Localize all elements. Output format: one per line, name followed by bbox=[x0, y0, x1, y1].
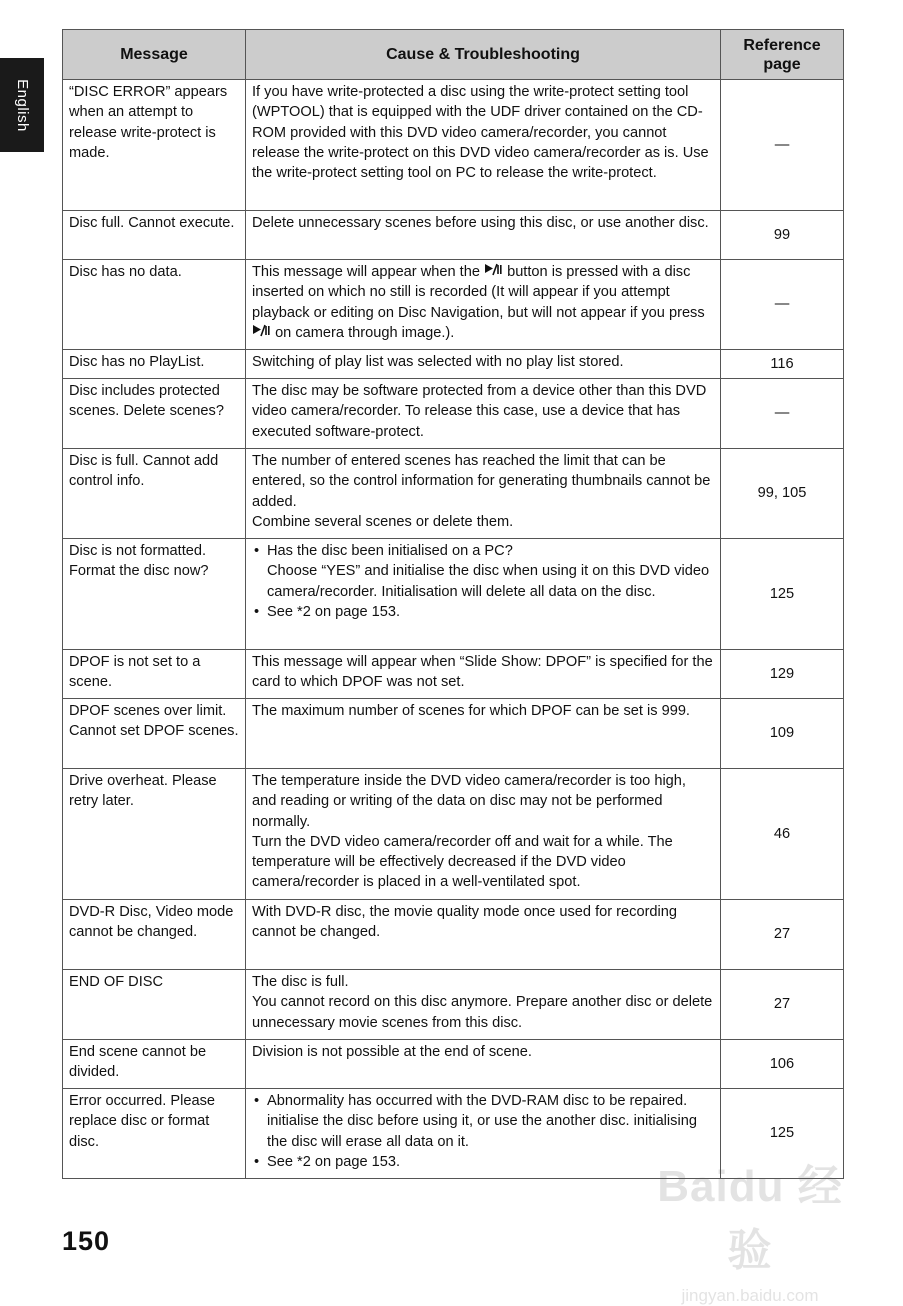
reference-cell: — bbox=[721, 80, 844, 211]
play-pause-icon bbox=[253, 324, 270, 338]
table-row bbox=[63, 350, 844, 379]
cause-line: Turn the DVD video camera/recorder off and wait for a while. The temperature will be effectively decreased if the DVD video camera/recorder is placed in a well-ventilated spot. bbox=[252, 833, 673, 891]
reference-cell: 116 bbox=[721, 350, 844, 379]
cause-line: Division is not possible at the end of scene. bbox=[252, 1044, 532, 1060]
message-cell: Disc includes protected scenes. Delete scenes? bbox=[63, 379, 246, 449]
table-row bbox=[63, 769, 844, 900]
cause-text-part: on camera through image.). bbox=[275, 324, 455, 341]
reference-cell: 129 bbox=[721, 650, 844, 699]
cause-line: Combine several scenes or delete them. bbox=[252, 513, 514, 530]
message-cell: “DISC ERROR” appears when an attempt to release write-protect is made. bbox=[63, 80, 246, 211]
play-pause-icon bbox=[485, 263, 502, 277]
cause-cell bbox=[246, 900, 721, 970]
table-row bbox=[63, 970, 844, 1040]
cause-bullet: • Abnormality has occurred with the DVD-RAM disc to be repaired. initialise the disc before using it, or use the another disc. initialising the disc will erase all data on it. bbox=[252, 1091, 714, 1152]
cause-cell bbox=[246, 699, 721, 769]
table-row bbox=[63, 80, 844, 211]
table-row bbox=[63, 379, 844, 449]
header-reference: Reference page bbox=[721, 30, 844, 80]
table-header-row bbox=[63, 30, 844, 80]
page-number: 150 bbox=[62, 1226, 111, 1256]
message-cell: End scene cannot be divided. bbox=[63, 1040, 246, 1089]
message-table bbox=[62, 29, 844, 1179]
reference-cell: 109 bbox=[721, 699, 844, 769]
message-cell: DPOF scenes over limit. Cannot set DPOF scenes. bbox=[63, 699, 246, 769]
reference-cell: — bbox=[721, 379, 844, 449]
cause-text-part: This message will appear when the bbox=[252, 264, 480, 280]
cause-cell bbox=[246, 539, 721, 650]
table-row bbox=[63, 539, 844, 650]
cause-cell bbox=[246, 379, 721, 449]
header-message: Message bbox=[63, 30, 246, 80]
cause-cell bbox=[246, 970, 721, 1040]
reference-cell: 125 bbox=[721, 1089, 844, 1179]
message-cell: END OF DISC bbox=[63, 970, 246, 1040]
cause-cell bbox=[246, 1040, 721, 1089]
cause-bullet: • See *2 on page 153. bbox=[252, 1152, 714, 1172]
cause-line: Delete unnecessary scenes before using this disc, or use another disc. bbox=[252, 215, 709, 231]
reference-cell: 46 bbox=[721, 769, 844, 900]
reference-cell: 27 bbox=[721, 900, 844, 970]
cause-line: If you have write-protected a disc using the write-protect setting tool (WPTOOL) that is equipped with the UDF driver contained on the CD-ROM provided with this DVD video camera/recorder, you cannot release the write-protect on this DVD video camera/recorder as is. Use the write-protect setting tool on PC to release the write-protect. bbox=[252, 84, 709, 182]
table-row bbox=[63, 260, 844, 350]
cause-cell bbox=[246, 211, 721, 260]
reference-cell: — bbox=[721, 260, 844, 350]
message-cell: Disc full. Cannot execute. bbox=[63, 211, 246, 260]
cause-line: With DVD-R disc, the movie quality mode once used for recording cannot be changed. bbox=[252, 904, 678, 941]
cause-line: The disc is full. bbox=[252, 974, 349, 990]
message-cell: Disc is not formatted. Format the disc now? bbox=[63, 539, 246, 650]
cause-line: The temperature inside the DVD video camera/recorder is too high, and reading or writing of the data on disc may not be performed normally. bbox=[252, 773, 686, 830]
cause-cell bbox=[246, 80, 721, 211]
cause-cell bbox=[246, 260, 721, 350]
message-cell: Disc has no data. bbox=[63, 260, 246, 350]
table-row bbox=[63, 449, 844, 539]
watermark-url: jingyan.baidu.com bbox=[681, 1286, 819, 1305]
message-cell: Disc has no PlayList. bbox=[63, 350, 246, 379]
cause-cell bbox=[246, 769, 721, 900]
reference-cell: 99 bbox=[721, 211, 844, 260]
cause-cell bbox=[246, 650, 721, 699]
message-cell: Error occurred. Please replace disc or format disc. bbox=[63, 1089, 246, 1179]
cause-line: You cannot record on this disc anymore. Prepare another disc or delete unnecessary movie scenes from this disc. bbox=[252, 994, 713, 1031]
cause-bullet: • Has the disc been initialised on a PC? Choose “YES” and initialise the disc when using it on this DVD video camera/recorder. Initialisation will delete all data on the disc. bbox=[252, 541, 714, 602]
table-row bbox=[63, 1040, 844, 1089]
cause-cell bbox=[246, 350, 721, 379]
watermark-logo: Baidu 经验 bbox=[657, 1162, 843, 1275]
message-cell: Disc is full. Cannot add control info. bbox=[63, 449, 246, 539]
table-row bbox=[63, 650, 844, 699]
reference-cell: 99, 105 bbox=[721, 449, 844, 539]
reference-cell: 106 bbox=[721, 1040, 844, 1089]
cause-bullet: • See *2 on page 153. bbox=[252, 602, 714, 622]
reference-cell: 125 bbox=[721, 539, 844, 650]
message-cell: DPOF is not set to a scene. bbox=[63, 650, 246, 699]
table-row bbox=[63, 699, 844, 769]
watermark bbox=[640, 1150, 860, 1305]
cause-line: This message will appear when “Slide Show: DPOF” is specified for the card to which DPOF was not set. bbox=[252, 654, 713, 691]
reference-cell: 27 bbox=[721, 970, 844, 1040]
cause-cell bbox=[246, 449, 721, 539]
message-cell: Drive overheat. Please retry later. bbox=[63, 769, 246, 900]
cause-line: The number of entered scenes has reached the limit that can be entered, so the control information for generating thumbnails cannot be added. bbox=[252, 453, 711, 510]
cause-text-part: button is pressed with a disc inserted on which no still is recorded (It will appear if you attempt playback or editing on Disc Navigation, but will not appear if you press bbox=[252, 264, 705, 321]
table-row bbox=[63, 900, 844, 970]
cause-line: The maximum number of scenes for which DPOF can be set is 999. bbox=[252, 703, 690, 719]
language-tab-label: English bbox=[13, 78, 31, 132]
table-row bbox=[63, 211, 844, 260]
cause-bullet-list bbox=[252, 541, 714, 622]
message-cell: DVD-R Disc, Video mode cannot be changed. bbox=[63, 900, 246, 970]
cause-line: The disc may be software protected from a device other than this DVD video camera/recorder. To release this case, use a device that has executed software-protect. bbox=[252, 383, 707, 440]
language-tab bbox=[0, 58, 44, 152]
header-cause: Cause & Troubleshooting bbox=[246, 30, 721, 80]
cause-line: Switching of play list was selected with no play list stored. bbox=[252, 354, 624, 370]
